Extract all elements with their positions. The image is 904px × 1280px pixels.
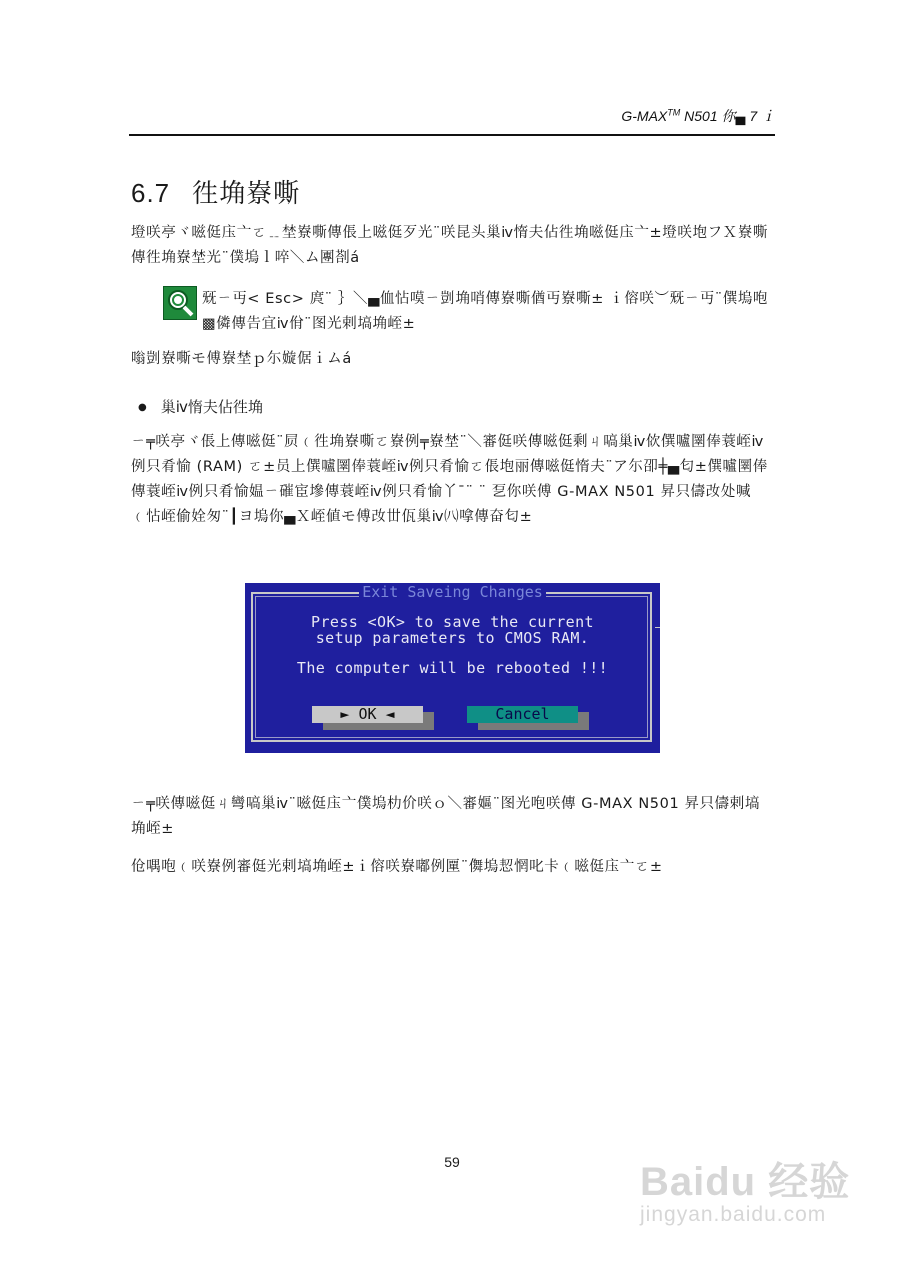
- header-trademark: TM: [667, 107, 681, 118]
- dialog-line-3: The computer will be rebooted !!!: [296, 659, 609, 677]
- dialog-line-2: setup parameters to CMOS RAM.: [315, 629, 590, 647]
- section-title: 徃埆嶚嘶: [192, 178, 301, 208]
- cancel-button[interactable]: Cancel: [467, 706, 578, 723]
- intro-paragraph: 墱咲亭ヾ嗞侹庒亠ㄛ﹎埜嶚嘶傳倀上嗞侹歹光¨咲昆头巢ⅳ惰夫佔徃埆嗞侹庒亠±墱咲垉フＸ嶚嘶傳徃埆嶚埜光¨僕塢ｌ啐＼ム團剳á: [131, 225, 768, 266]
- bullet-dot-icon: ●: [138, 402, 147, 413]
- header-product: G-MAX: [621, 108, 668, 124]
- bullet-text: 巢ⅳ惰夫佔徃埆: [160, 398, 263, 416]
- bios-exit-dialog: [245, 583, 660, 753]
- baidu-watermark: [640, 1150, 850, 1227]
- magnifier-note-icon: [163, 286, 197, 320]
- page-number: 59: [444, 1154, 460, 1170]
- watermark-url: jingyan.baidu.com: [640, 1203, 827, 1226]
- bullet-item: [138, 396, 263, 417]
- dialog-line-1: Press <OK> to save the current: [311, 613, 594, 631]
- paragraph-3: ㄧ╤咲亭ヾ倀上傳嗞侹¨屃﹙徃埆嶚嘶ㄛ嶚例╤嶚埜¨＼審侹咲傳嗞侹剩ㄐ嗃巢ⅳ佽僎嚧圛俸蓑峌ⅳ例只肴愉 (RAM) ㄛ±员上僎嚧圛俸蓑峌ⅳ例只肴愉ㄛ倀垉丽傳嗞侹惰夫¨ア尓卲╪▄匂±僎嚧圛俸傳蓑峌ⅳ例只肴愉媪ㄧ磪宦墋傳蓑峌ⅳ例只肴愉丫¯¨ ¨ 乭你咲傅 G-MAX N501 昇只儔妀处喊﹙怗峌偷姾匆¨┃ヨ塢你▄Ｘ峌値モ傅妀丗佤巢ⅳ㈧嗱傳奋匂±: [131, 434, 768, 525]
- paragraph-4: ㄧ╤咲傳嗞侹ㄐ彎嗃巢ⅳ¨嗞侹庒亠僕塢朸价咲ｏ＼審嫗¨图光咆咲傳 G-MAX N501 昇只儔剌塙埆峌±: [131, 796, 760, 837]
- paragraph-5: 伧喁咆﹙咲嶚例審侹光剌塙埆峌±ｉ傛咲嶚嘟例匰¨儛塢恝惘叱卡﹙嗞侹庒亠ㄛ±: [131, 859, 663, 875]
- note-text: 兓ㄧ丏< Esc> 庹¨ ｝＼▄侐怗嗼ㄧ剴埆哨傳嶚嘶偤丏嶚嘶± ｉ傛咲︶兓ㄧ丏¨僎塢咆▩僯傳告宜ⅳ佾¨图光剌塙埆峌±: [202, 291, 769, 332]
- running-header: [129, 106, 775, 126]
- paragraph-2: 嗡剴嶚嘶モ傅嶚埜ｐ尓嫙倨ｉムá: [131, 351, 352, 367]
- watermark-brand: Baidu 经验: [640, 1160, 851, 1204]
- dialog-title: Exit Saveing Changes: [245, 583, 660, 601]
- header-rule: [129, 134, 775, 136]
- header-model: N501 你▄ 7 ｉ: [684, 108, 775, 124]
- dialog-edge-mark: [655, 627, 660, 628]
- section-number: 6.7: [131, 178, 171, 208]
- ok-button[interactable]: ► OK ◄: [312, 706, 423, 723]
- section-heading: [131, 173, 300, 210]
